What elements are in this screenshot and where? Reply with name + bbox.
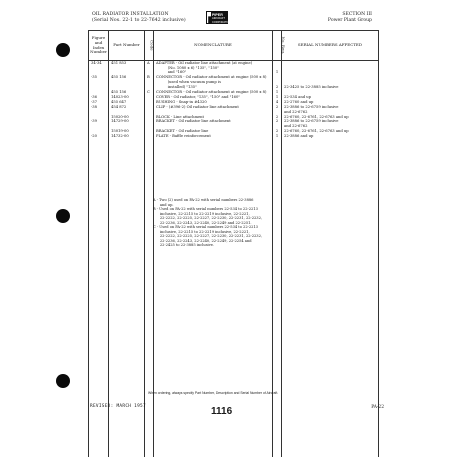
- cell-nomenclature: CONNECTOR - Oil radiator attachment at engine (500 x 8): [154, 90, 273, 95]
- cell-serial-numbers: 22-534 and up: [282, 95, 379, 100]
- column-header-code: Code: [145, 31, 154, 61]
- cell-qty: 1: [273, 70, 282, 75]
- note-line: inclusive, 22-2215 to 22-2219 inclusive, 22-2221,: [153, 229, 250, 234]
- cell-code: B: [145, 75, 154, 80]
- page-title-block: [92, 12, 186, 23]
- revision-date: REVISED: MARCH 1957: [90, 404, 146, 409]
- table-row: [89, 139, 379, 457]
- column-header-figure: Figure and Index Number: [89, 31, 109, 61]
- cell-figure-index: -37: [89, 100, 109, 105]
- cell-qty: 2: [273, 129, 282, 134]
- cell-part-number: [109, 139, 145, 457]
- note-line: B - Used on PA-22 with serial numbers 22-534 to 22-2213: [153, 207, 258, 212]
- logo-subtext: AIRCRAFT CORPORATION: [212, 17, 232, 24]
- page-title: OIL RADIATOR INSTALLATION: [92, 12, 169, 17]
- cell-nomenclature: BLOCK - Line attachment: [154, 115, 273, 120]
- column-header-serial-numbers: SERIAL NUMBERS AFFECTED: [282, 31, 379, 61]
- cell-serial-numbers: 22-3886 and up: [282, 134, 379, 139]
- code-notes: [153, 198, 278, 248]
- cell-qty: [273, 139, 282, 457]
- cell-nomenclature: CONNECTOR - Oil radiator attachment at engine (500 x 8): [154, 75, 273, 80]
- cell-part-number: 14732-00: [109, 134, 145, 139]
- cell-qty: 1: [273, 95, 282, 100]
- cell-nomenclature: COVER - Oil radiator, "135", "150" and "160": [154, 95, 273, 100]
- cell-figure-index: -35: [89, 75, 109, 80]
- cell-part-number: 14023-00: [109, 95, 145, 100]
- cell-qty: 2: [273, 105, 282, 110]
- note-line: 22-2236, 22-2243, 22-2240, 22-2249, 22-2254 and: [153, 238, 252, 243]
- cell-qty: 1: [273, 134, 282, 139]
- column-header-qty: No. Req.: [273, 31, 282, 61]
- cell-qty: 4: [273, 100, 282, 105]
- section-block: [328, 12, 372, 23]
- cell-serial-numbers: 22-6760, 22-6761, 22-6763 and up: [282, 129, 379, 134]
- cell-nomenclature: (No. 1080 x 6) "135", "150": [154, 66, 273, 71]
- note-line: C - Used on PA-22 with serial numbers 22-534 to 22-2213: [153, 225, 258, 230]
- cell-nomenclature: and "160": [154, 70, 273, 75]
- cell-code: [145, 139, 154, 457]
- cell-serial-numbers: 22-3886 to 22-6759 inclusive: [282, 105, 379, 110]
- cell-part-number: 14729-00: [109, 119, 145, 124]
- cell-serial-numbers: [282, 139, 379, 457]
- model-code: PA-22: [371, 405, 384, 410]
- cell-qty: 2: [273, 85, 282, 90]
- cell-serial-numbers: 22-6760, 22-6761, 22-6763 and up: [282, 115, 379, 120]
- cell-nomenclature: BRACKET - Oil radiator line attachment: [154, 119, 273, 124]
- cell-part-number: 455 156: [109, 90, 145, 95]
- ordering-footnote: When ordering, always specify Part Number, Description and Serial Number of Aircraft.: [148, 391, 279, 395]
- cell-nomenclature: ADAPTER - Oil radiator line attachment (at engine): [154, 61, 273, 66]
- cell-figure-index: -20: [89, 134, 109, 139]
- cell-serial-numbers: and 22-6762: [282, 124, 379, 129]
- cell-nomenclature: installed) "135": [154, 85, 273, 90]
- cell-serial-numbers: 22-3886 to 22-6759 inclusive: [282, 119, 379, 124]
- cell-figure-index: -38: [89, 105, 109, 110]
- cell-code: C: [145, 90, 154, 95]
- binder-hole: [56, 374, 70, 388]
- cell-nomenclature: BRACKET - Oil radiator line: [154, 129, 273, 134]
- page-number: 1116: [211, 406, 233, 417]
- binder-hole: [56, 43, 70, 57]
- cell-serial-numbers: and 22-6762: [282, 110, 379, 115]
- note-line: inclusive, 22-2215 to 22-2219 inclusive, 22-2221,: [153, 211, 250, 216]
- cell-part-number: 454 872: [109, 105, 145, 110]
- cell-qty: 1: [273, 90, 282, 95]
- table-header-row: [89, 31, 379, 61]
- cell-part-number: 455 647: [109, 100, 145, 105]
- cell-nomenclature: BUSHING - Snap-in #4320: [154, 100, 273, 105]
- note-line: and up.: [153, 202, 174, 207]
- cell-figure-index: -36: [89, 95, 109, 100]
- cell-figure-index: 34-34: [89, 61, 109, 66]
- serial-range: (Serial Nos. 22-1 to 22-7642 inclusive): [92, 17, 186, 23]
- cell-figure-index: -39: [89, 119, 109, 124]
- cell-part-number: 451 853: [109, 61, 145, 66]
- cell-qty: 2: [273, 119, 282, 124]
- piper-logo: [206, 11, 232, 24]
- cell-nomenclature: (used when vacuum pump is: [154, 80, 273, 85]
- note-line: 22-2236, 22-2243, 22-2240, 22-2249 and 22-2251.: [153, 220, 252, 225]
- cell-qty: 2: [273, 115, 282, 120]
- note-line: 22-2222, 22-2225, 22-2227, 22-2230, 22-2231, 22-2232,: [153, 234, 263, 239]
- cell-serial-numbers: 22-2760 and up: [282, 100, 379, 105]
- cell-code: A: [145, 61, 154, 66]
- column-header-nomenclature: NOMENCLATURE: [154, 31, 273, 61]
- cell-part-number: 15019-00: [109, 129, 145, 134]
- cell-part-number: 455 156: [109, 75, 145, 80]
- cell-figure-index: [89, 139, 109, 457]
- cell-serial-numbers: 22-3425 to 22-3885 inclusive: [282, 85, 379, 90]
- cell-part-number: 15020-00: [109, 115, 145, 120]
- column-header-part-number: Part Number: [109, 31, 145, 61]
- group-label: Power Plant Group: [327, 17, 372, 23]
- note-line: A - Two (2) used on PA-22 with serial numbers 22-3886: [153, 198, 254, 202]
- logo-wordmark: PIPER: [212, 13, 223, 17]
- cell-nomenclature: PLATE - Baffle reinforcement: [154, 134, 273, 139]
- binder-hole: [56, 209, 70, 223]
- cell-nomenclature: CLIP - (#396-2) Oil radiator line attachment: [154, 105, 273, 110]
- note-line: 22-2222, 22-2225, 22-2227, 22-2230, 22-2231, 22-2232,: [153, 216, 263, 221]
- section-label: SECTION III: [342, 12, 372, 17]
- note-line: 22-2425 to 22-3885 inclusive.: [153, 243, 214, 248]
